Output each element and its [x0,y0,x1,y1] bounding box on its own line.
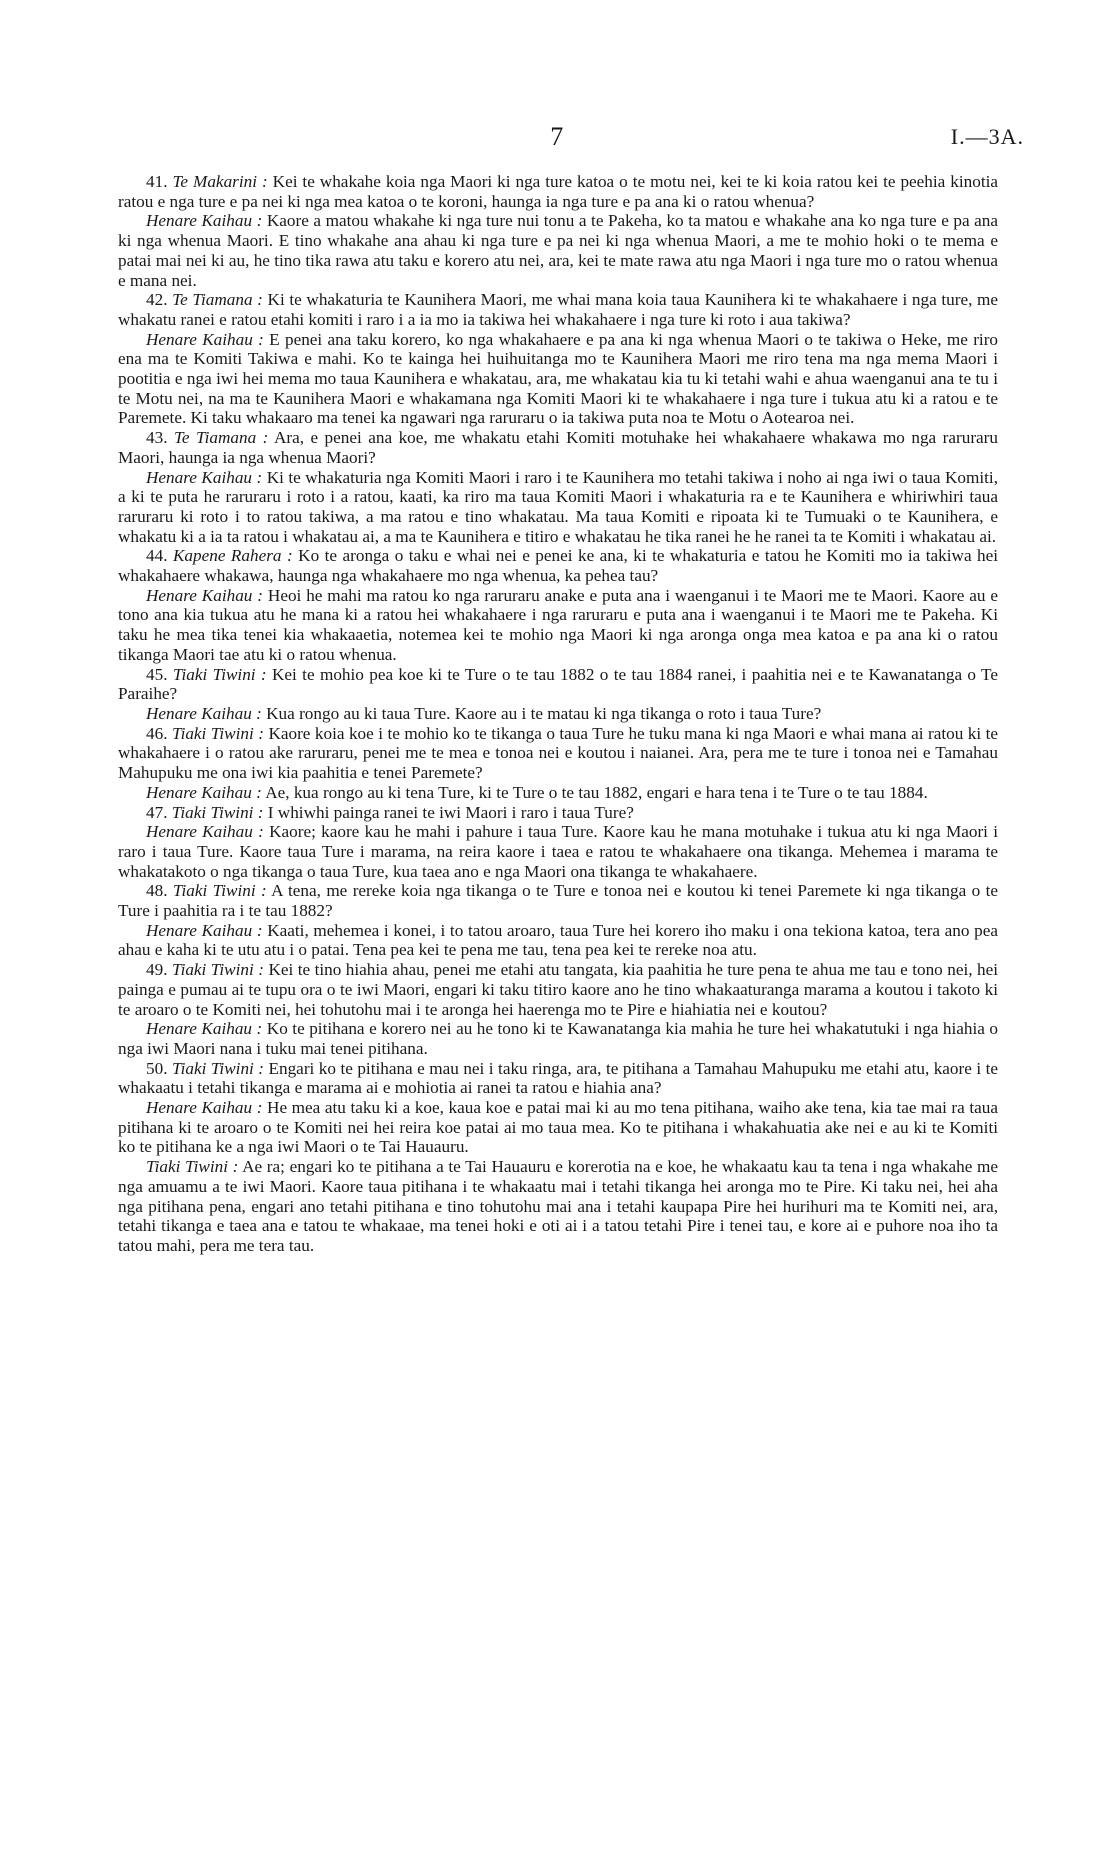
paragraph-text: Kaore; kaore kau he mahi i pahure i taua Ture. Kaore kau he mana motuhake i tukua atu ki nga Maori i raro i taua Ture. Kaore taua Ture i marama, na reira kaore i taea e ratou te whakahaere ona tikanga. Mehemea i marama te whakatakoto o nga tikanga o taua Ture, kua taea ano e nga Maori ona tikanga te whakahaere. [118,822,999,881]
paper-id: I.—3A. [950,124,1024,149]
speaker-name: Te Tiamana : [173,428,269,448]
paragraph [118,822,998,881]
paragraph-text: Ko te pitihana e korero nei au he tono ki te Kawanatanga kia mahia he ture hei whakatutuki i nga hiahia o nga iwi Maori nana i tuku mai tenei pitihana. [118,1019,999,1058]
paragraph [118,960,998,1019]
paragraph-text: I whiwhi painga ranei te iwi Maori i raro i taua Ture? [267,802,634,822]
page-number: 7 [550,122,564,151]
paragraph [118,546,998,585]
paragraph-text: Ae ra; engari ko te pitihana a te Tai Hauauru e korerotia na e koe, he whakaatu kau ta tena i nga whakahe me nga amuamu a te iwi Maori. Kaore taua pitihana i te whakaatu mai i tetahi tikanga hei aronga mo te Pire. Ki taku nei, hei aha nga pitihana pena, engari ano tetahi pitihana e tino tohutohu mai ana i tetahi kaupapa Pire hei hurihuri ma te Komiti nei, ara, tetahi tikanga e taea ana e tatou te whakaae, ma tenei hoki e oti ai i a tatou tetahi Pire i tenei tau, e kore ai e puhore noa iho ta tatou mahi, pera me tera tau. [118,1157,998,1255]
paragraph-text: Engari ko te pitihana e mau nei i taku ringa, ara, te pitihana a Tamahau Mahupuku me etahi atu, kaore i te whakaatu i tetahi tikanga e marama ai e mohiotia ai ranei ta ratou e hiahia ana? [118,1058,999,1098]
paragraph [118,586,998,665]
speaker-name: Tiaki Tiwini : [172,881,267,901]
paragraph [118,172,998,211]
question-number: 41. [146,172,173,191]
paragraph-text: Ae, kua rongo au ki tena Ture, ki te Ture o te tau 1882, engari e hara tena i te Ture o te tau 1884. [265,782,928,802]
paragraph-text: Ko te aronga o taku e whai nei e penei ke ana, ki te whakaturia e tatou he Komiti mo ia takiwa hei whakahaere whakawa, haunga nga whakahaere mo nga whenua, ka pehea tau? [118,546,999,586]
speaker-name: Henare Kaihau : [146,1019,263,1039]
speaker-name: Tiaki Tiwini : [171,723,264,743]
paragraph-text: Ara, e penei ana koe, me whakatu etahi Komiti motuhake hei whakahaere whakawa mo nga raruraru Maori, haunga ia nga whenua Maori? [118,428,998,467]
paragraph [118,330,998,429]
paragraph [118,803,998,823]
question-number: 44. [146,546,173,566]
question-number: 50. [146,1058,172,1078]
speaker-name: Henare Kaihau : [146,211,263,231]
paragraph-text: Kaore koia koe i te mohio ko te tikanga o taua Ture he tuku mana ki nga Maori e whai mana ai ratou ki te whakahaere i o ratou ake raruraru, penei me te mea e tonoa nei e koutou i naianei. Ara, pera me te ture i tonoa nei e Tamahau Mahupuku me ona iwi kia paahitia e tenei Paremete? [118,723,998,783]
paragraph [118,211,998,290]
speaker-name: Te Tiamana : [172,290,263,310]
body-text [118,172,998,1256]
paragraph [118,881,998,920]
speaker-name: Henare Kaihau : [146,329,264,349]
question-number: 43. [146,428,174,448]
paragraph [118,704,998,724]
speaker-name: Henare Kaihau : [146,822,264,842]
paragraph-text: Heoi he mahi ma ratou ko nga raruraru anake e puta ana i waenganui i te Maori me te Maori. Kaore au e tono ana kia tukua atu he mana ki a ratou hei whakahaere i nga raruraru e puta ana i waenganui i te Maori me te Pakeha. Ki taku he mea tika tenei kia whakaaetia, notemea kei te mohio nga Maori ki nga aronga onga mea katoa e pa ana ki o ratou tikanga Maori tae atu ki o ratou whenua. [118,585,999,664]
question-number: 48. [146,881,173,901]
paragraph-text: Kaore a matou whakahe ki nga ture nui tonu a te Pakeha, ko ta matou e whakahe ana ko nga ture e pa ana ki nga whenua Maori. E tino whakahe ana ahau ki nga ture e pa nei ki nga whenua Maori, a me te mohio hoki o te mema e patai mai nei ki au, he tino tika rawa atu taku e korero atu nei, ara, kei te mate rawa atu nga Maori i nga ture mo o ratou whenua e mana nei. [118,211,998,290]
speaker-name: Tiaki Tiwini : [146,1157,239,1177]
paragraph [118,1019,998,1058]
speaker-name: Henare Kaihau : [146,585,264,605]
paragraph-text: Kei te mohio pea koe ki te Ture o te tau 1882 o te tau 1884 ranei, i paahitia nei e te Kawanatanga o Te Paraihe? [118,664,998,704]
question-number: 42. [146,290,173,310]
paragraph [118,921,998,960]
paragraph [118,428,998,467]
speaker-name: Tiaki Tiwini : [172,664,267,684]
speaker-name: Henare Kaihau : [146,703,262,723]
speaker-name: Henare Kaihau : [146,782,262,802]
paragraph [118,783,998,803]
paragraph-text: Kei te tino hiahia ahau, penei me etahi atu tangata, kia paahitia he ture pena te ahua me tau e tono nei, hei painga e pumau ai te tupu ora o te iwi Maori, engari ki taku titiro kaore ano he tino whakaaturanga marama a koutou i takoto ki te aroaro o te Komiti nei, hei tohutohu mai i te aronga hei haerenga mo te Pire e hiahiatia nei e koutou? [118,960,998,1019]
question-number: 46. [146,723,172,743]
paragraph [118,665,998,704]
paragraph-text: Kei te whakahe koia nga Maori ki nga ture katoa o te motu nei, kei te ki koia ratou kei te peehia kinotia ratou e nga ture e pa nei ki nga mea katoa o te koroni, haunga ia nga ture e pa ana ki o ratou whenua? [118,172,998,211]
paragraph-text: E penei ana taku korero, ko nga whakahaere e pa ana ki nga whenua Maori o te takiwa o Heke, me riro ena ma te Komiti Takiwa e mahi. Ko te kainga hei huihuitanga mo te Kaunihera Maori me riro tena ma nga mema Maori i pootitia e nga iwi hei mema mo taua Kaunihera e whakatau, ara, me whakatau kia tu ki tetahi wahi e ahua waenganui ana te tu i te Motu nei, na ma te Kaunihera Maori e whakamana nga Komiti Maori ki te whakahaere i nga ture i tukua atu ki a ratou e te Paremete. Ki taku whakaaro ma tenei ka ngawari nga raruraru o ia takiwa puta noa te Motu o Aotearoa nei. [118,329,999,428]
paragraph-text: Ki te whakaturia te Kaunihera Maori, me whai mana koia taua Kaunihera ki te whakahaere i nga ture, me whakatu ranei e ratou etahi komiti i raro i a ia mo ia takiwa hei whakahaere i nga ture ki roto i aua takiwa? [118,290,999,329]
paragraph [118,290,998,329]
speaker-name: Tiaki Tiwini : [171,1058,265,1078]
paragraph [118,724,998,783]
speaker-name: Tiaki Tiwini : [171,960,264,980]
speaker-name: Te Makarini : [172,172,268,191]
speaker-name: Henare Kaihau : [146,467,263,487]
question-number: 47. [146,802,172,822]
paragraph-text: Kaati, mehemea i konei, i to tatou aroaro, taua Ture hei korero iho maku i ona tekiona katoa, tera ano pea ahau e kaha ki te utu atu i o patai. Tena pea kei te pena me tau, tena pea kei te rereke noa atu. [118,920,998,960]
paragraph-text: Kua rongo au ki taua Ture. Kaore au i te matau ki nga tikanga o roto i taua Ture? [266,703,822,723]
paragraph [118,1059,998,1098]
speaker-name: Henare Kaihau : [146,1098,263,1118]
speaker-name: Henare Kaihau : [146,920,263,940]
paragraph-text: Ki te whakaturia nga Komiti Maori i raro i te Kaunihera mo tetahi takiwa i noho ai nga iwi o taua Komiti, a ki te puta he raruraru i roto i a ratou, kaati, ka riro ma taua Komiti Maori i whakaturia ra e te Kaunihera e whiriwhiri taua raruraru ki roto i to ratou takiwa, a ma ratou e tino whakatau. Ma taua Komiti e ripoata ki te Tumuaki o te Kaunihera, e whakatu ki a ia ta ratou i whakatau ai, a ma te Kaunihera e titiro e whakatau he tika ranei he he ranei ta te Komiti i whakatau ai. [118,467,999,546]
speaker-name: Kapene Rahera : [172,546,293,566]
question-number: 49. [146,960,172,980]
paragraph [118,1157,998,1256]
paragraph-text: He mea atu taku ki a koe, kaua koe e patai mai ki au mo tena pitihana, waiho ake tena, kia tae mai ra taua pitihana ki te aroaro o te Komiti nei hei reira koe patai ai mo taua mea. Ko te pitihana i whakahuatia ake nei e au ki te Komiti ko te pitihana ke a nga iwi Maori o te Tai Hauauru. [118,1098,999,1157]
paragraph [118,468,998,547]
speaker-name: Tiaki Tiwini : [171,802,264,822]
paragraph [118,1098,998,1157]
question-number: 45. [146,664,173,684]
paragraph-text: A tena, me rereke koia nga tikanga o te Ture e tonoa nei e koutou ki tenei Paremete ki nga tikanga o te Ture i paahitia ra i te tau 1882? [118,881,998,921]
